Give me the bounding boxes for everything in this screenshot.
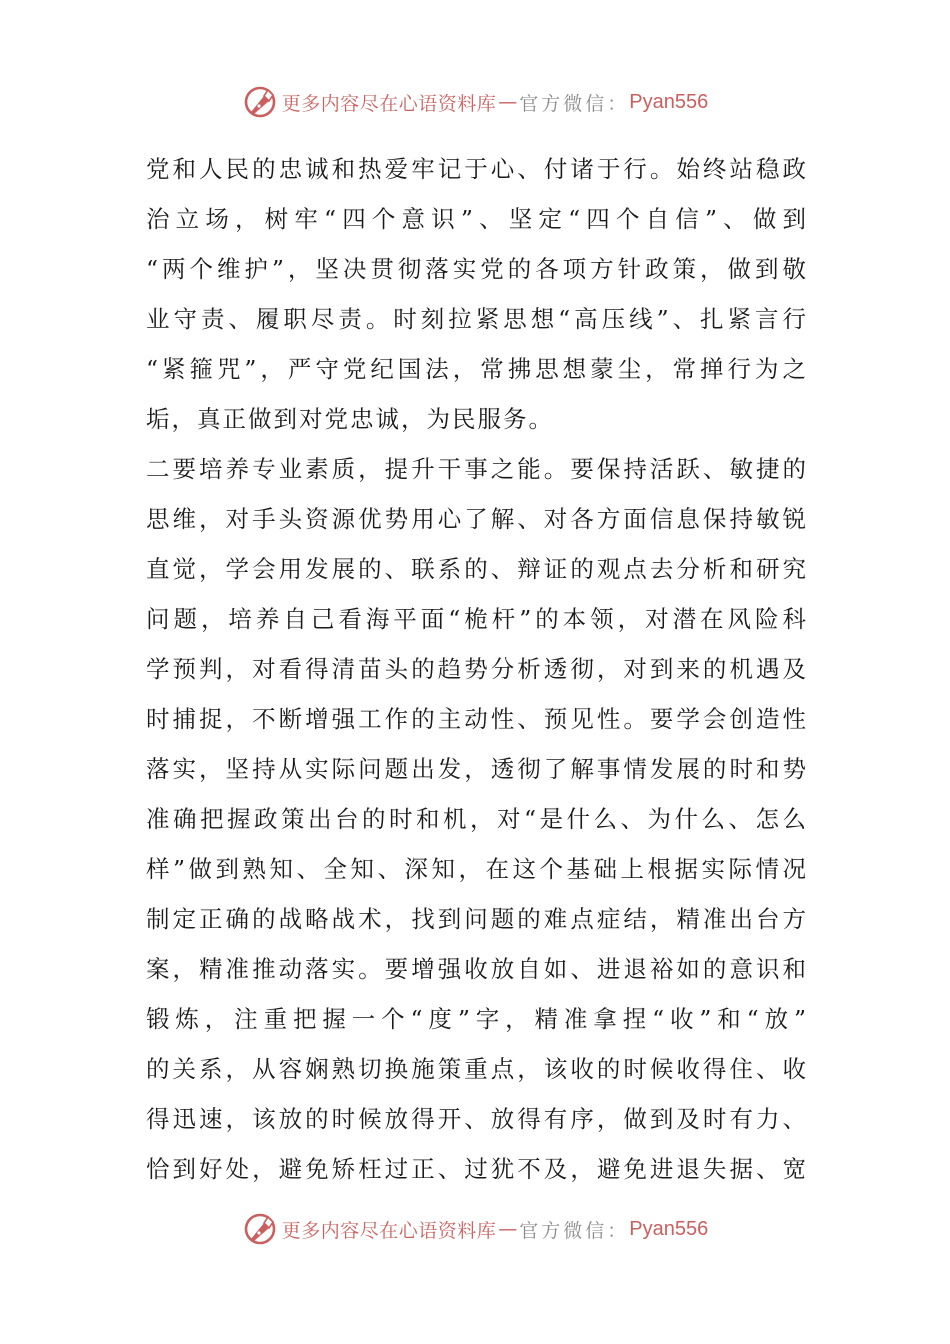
- pen-nib-logo-icon: [242, 84, 278, 120]
- wechat-label: 官方微信：: [519, 1219, 630, 1242]
- body-line: 业守责、履职尽责。时刻拉紧思想“高压线”、扎紧言行: [146, 305, 806, 333]
- body-line: 锻炼，注重把握一个“度”字，精准拿捏“收”和“放”: [146, 1005, 806, 1033]
- footer-banner: [0, 1209, 950, 1249]
- body-line: 落实，坚持从实际问题出发，透彻了解事情发展的时和势: [146, 755, 806, 783]
- document-body: [146, 144, 806, 1194]
- body-line: 二要培养专业素质，提升干事之能。要保持活跃、敏捷的: [146, 455, 806, 483]
- body-line: 得迅速，该放的时候放得开、放得有序，做到及时有力、: [146, 1105, 806, 1133]
- wechat-label: 官方微信：: [519, 92, 630, 115]
- wechat-id: Pyan556: [629, 1217, 709, 1240]
- wechat-id: Pyan556: [629, 90, 709, 113]
- body-line: 直觉，学会用发展的、联系的、辩证的观点去分析和研究: [146, 555, 806, 583]
- body-line: 时捕捉，不断增强工作的主动性、预见性。要学会创造性: [146, 705, 806, 733]
- brand-text: 更多内容尽在心语资料库: [281, 92, 497, 115]
- body-line: 思维，对手头资源优势用心了解、对各方面信息保持敏锐: [146, 505, 806, 533]
- body-line: 恰到好处，避免矫枉过正、过犹不及，避免进退失据、宽: [146, 1155, 806, 1183]
- body-line: “两个维护”，坚决贯彻落实党的各项方针政策，做到敬: [146, 255, 806, 283]
- pen-nib-logo-icon: [242, 1211, 278, 1247]
- body-line: 样”做到熟知、全知、深知，在这个基础上根据实际情况: [146, 855, 806, 883]
- body-line: 治立场，树牢“四个意识”、坚定“四个自信”、做到: [146, 205, 806, 233]
- brand-text: 更多内容尽在心语资料库: [281, 1219, 497, 1242]
- separator-dash: —: [498, 91, 518, 113]
- separator-dash: —: [498, 1218, 518, 1240]
- body-line: 学预判，对看得清苗头的趋势分析透彻，对到来的机遇及: [146, 655, 806, 683]
- body-line: 准确把握政策出台的时和机，对“是什么、为什么、怎么: [146, 805, 806, 833]
- body-line: 垢，真正做到对党忠诚，为民服务。: [146, 405, 554, 433]
- body-line: “紧箍咒”，严守党纪国法，常拂思想蒙尘，常掸行为之: [146, 355, 806, 383]
- body-line: 的关系，从容娴熟切换施策重点，该收的时候收得住、收: [146, 1055, 806, 1083]
- body-line: 问题，培养自己看海平面“桅杆”的本领，对潜在风险科: [146, 605, 806, 633]
- header-banner: [0, 82, 950, 122]
- body-line: 制定正确的战略战术，找到问题的难点症结，精准出台方: [146, 905, 806, 933]
- body-line: 案，精准推动落实。要增强收放自如、进退裕如的意识和: [146, 955, 806, 983]
- body-line: 党和人民的忠诚和热爱牢记于心、付诸于行。始终站稳政: [146, 155, 806, 183]
